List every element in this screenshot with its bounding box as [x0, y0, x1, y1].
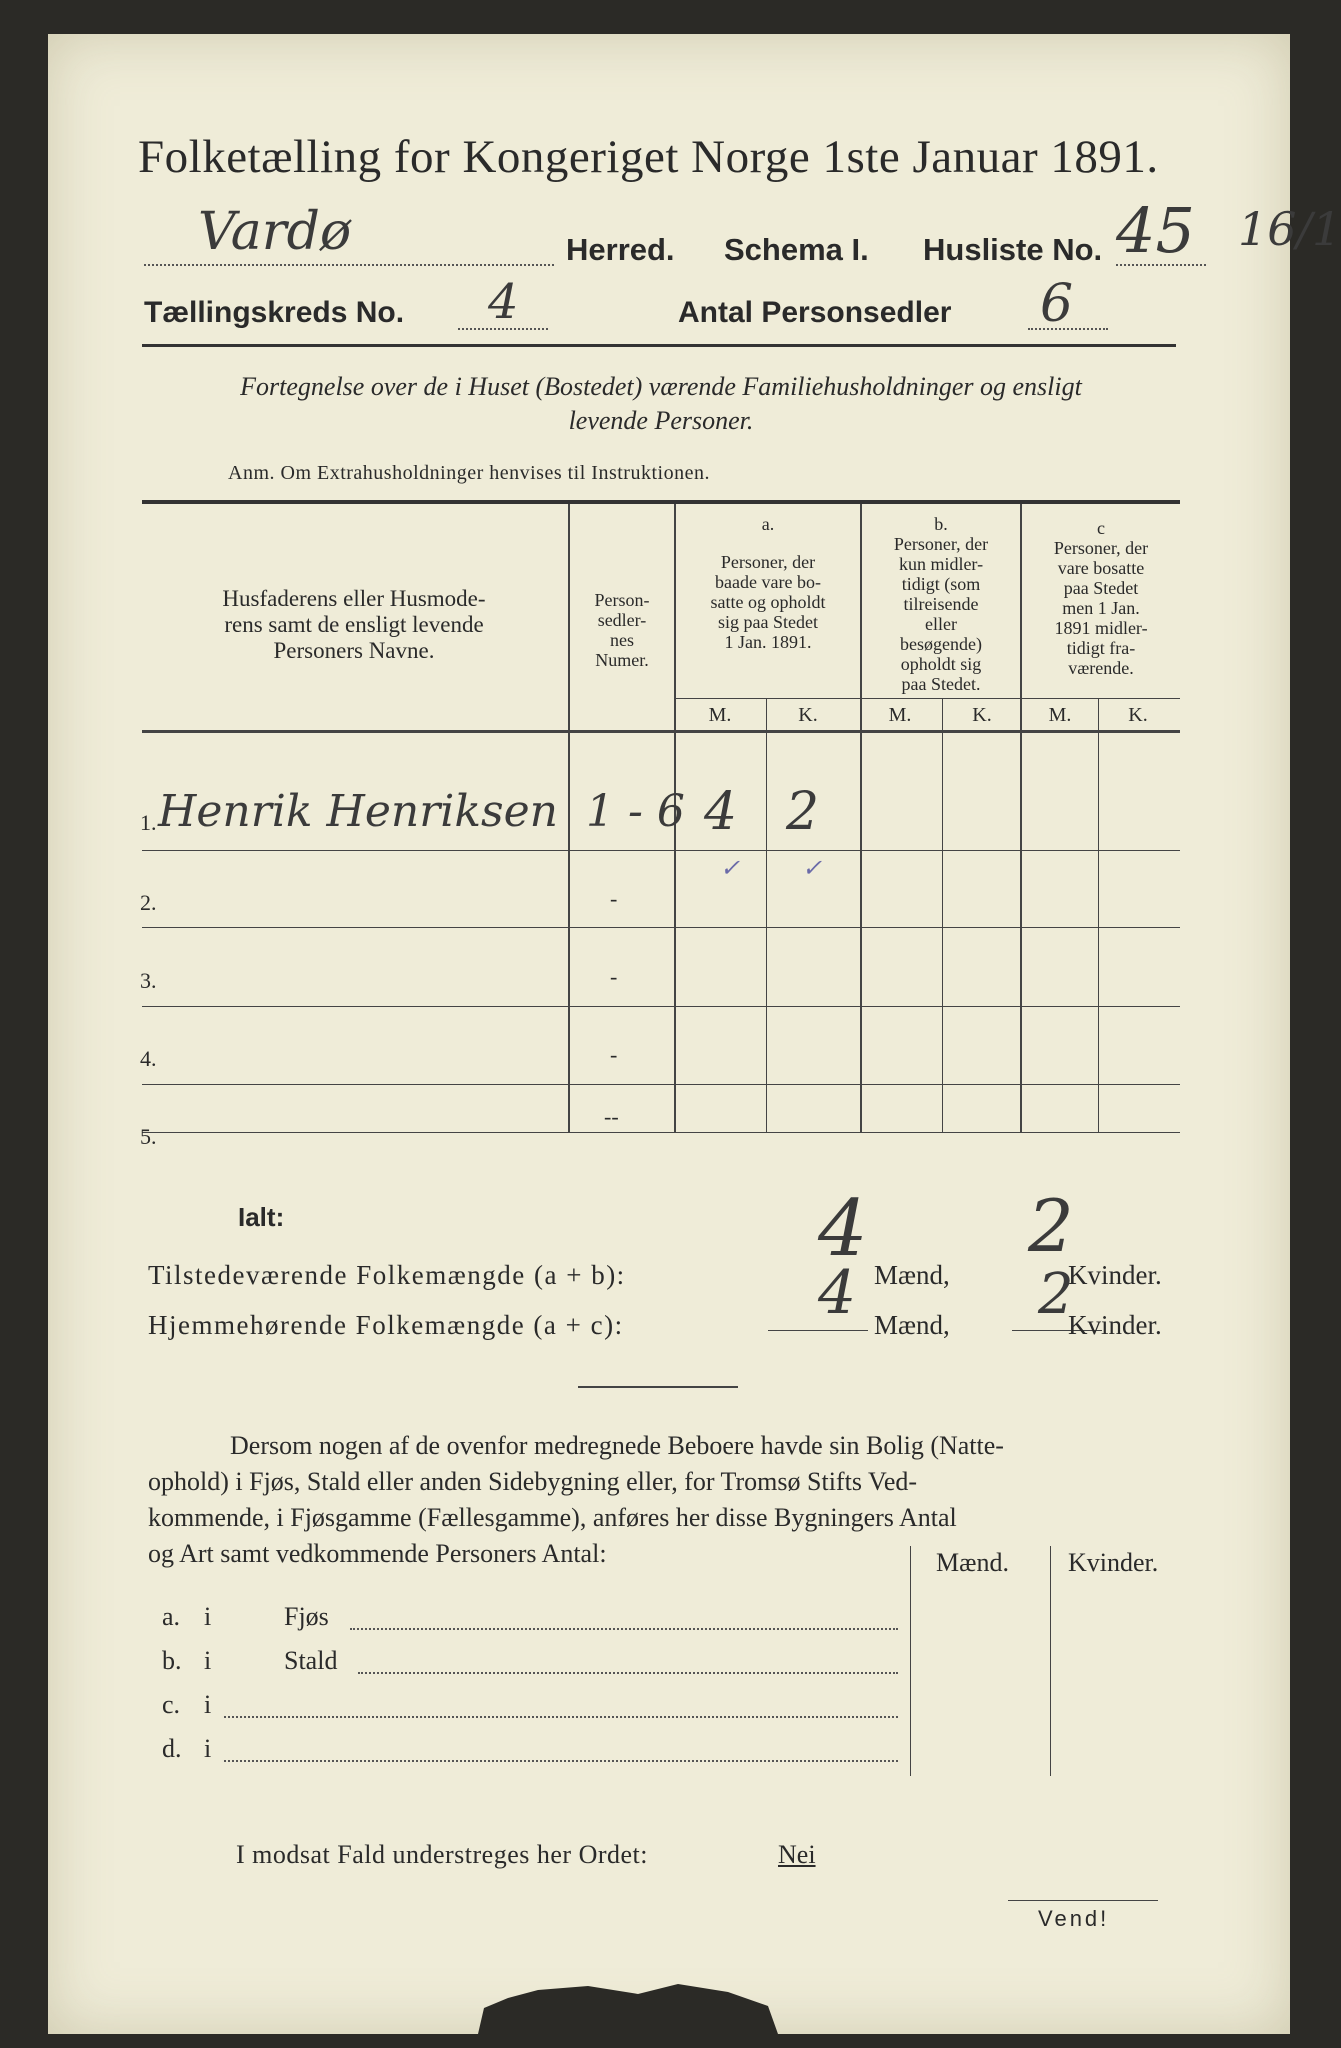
row-3-numer: - [610, 964, 618, 989]
bygning-a-prep: i [204, 1602, 212, 1631]
col-b-k: K. [972, 704, 992, 726]
vend-rule [1008, 1900, 1158, 1901]
row-4-line [142, 1084, 1180, 1085]
husliste-label: Husliste No. [923, 232, 1103, 267]
bygning-b-prep: i [204, 1646, 212, 1675]
row-1-check-k: ✓ [802, 854, 823, 882]
bygning-maend-header: Mænd. [936, 1548, 1009, 1577]
col-c-header: c Personer, der vare bosatte paa Stedet men 1 Jan. 1891 midler- tidigt fra- værende. [1053, 518, 1149, 678]
bygning-c-field [224, 1714, 898, 1718]
col-c-m: M. [1048, 704, 1072, 726]
hjemme-kvinder-label: Kvinder. [1068, 1310, 1162, 1340]
row-3-line [142, 1006, 1180, 1007]
col-c-k: K. [1128, 704, 1148, 726]
row-1-name: Henrik Henriksen [158, 786, 558, 837]
hjemme-label: Hjemmehørende Folkemængde (a + c): [148, 1310, 624, 1340]
bygning-b-letter: b. [162, 1646, 182, 1675]
intro-line-2: levende Personer. [568, 406, 754, 435]
col-numer-header: Person- sedler- nes Numer. [594, 590, 650, 670]
mk-subheader-rule [674, 698, 1180, 699]
bygning-b-field [358, 1670, 898, 1674]
tilstede-maend-value: 4 [818, 1184, 868, 1274]
bygning-kvinder-header: Kvinder. [1068, 1548, 1159, 1577]
bygning-paragraph: Dersom nogen af de ovenfor medregnede Beboere havde sin Bolig (Natte- ophold) i Fjøs, Stald eller anden Sidebygning eller, for Tromsø Stifts Ved- kommende, i Fjøsgamme (Fællesgamme), anføres her disse Bygningers Antal og Art samt vedkommende Personers Antal: [148, 1431, 1004, 1568]
row-2-line [142, 927, 1180, 928]
census-form [48, 34, 1341, 2034]
tilstede-kvinder-value: 2 [1028, 1184, 1074, 1268]
row-3-number: 3. [140, 968, 157, 993]
herred-value: Vardø [198, 202, 352, 262]
bygning-a-letter: a. [162, 1602, 181, 1631]
bygning-c-letter: c. [162, 1690, 181, 1719]
col-a-mk-divider [766, 698, 767, 1132]
col-a-m: M. [708, 704, 732, 726]
antal-label: Antal Personsedler [678, 296, 952, 329]
modsat-label: I modsat Fald understreges her Ordet: [236, 1840, 649, 1869]
hjemme-maend-line [768, 1330, 868, 1331]
form-title: Folketælling for Kongeriget Norge 1ste Januar 1891. [138, 131, 1159, 183]
bygning-b-label: Stald [284, 1646, 338, 1675]
row-1-check-m: ✓ [720, 854, 741, 882]
modsat-word: Nei [778, 1840, 816, 1869]
row-5-number: 5. [140, 1124, 157, 1149]
margin-note: 16/1 [1238, 202, 1341, 256]
hjemme-maend-value: 4 [818, 1258, 857, 1328]
col-b-header: b. Personer, der kun midler- tidigt (som tilreisende eller besøgende) opholdt sig paa Stedet. [893, 514, 989, 694]
hjemme-kvinder-value: 2 [1038, 1262, 1074, 1327]
tilstede-maend-label: Mænd, [874, 1260, 950, 1290]
totals-divider [578, 1386, 738, 1388]
taellingskreds-value: 4 [488, 274, 519, 330]
bygning-d-letter: d. [162, 1734, 182, 1763]
table-top-rule [142, 500, 1180, 504]
bygning-d-prep: i [204, 1734, 212, 1763]
hjemme-maend-label: Mænd, [874, 1310, 950, 1340]
row-2-numer: - [610, 886, 618, 911]
row-4-number: 4. [140, 1046, 157, 1071]
col-name-header: Husfaderens eller Husmode- rens samt de ensligt levende Personers Navne. [222, 586, 486, 663]
bygning-col-divider-2 [1050, 1546, 1051, 1776]
table-header-rule [142, 730, 1180, 733]
col-c-mk-divider [1098, 698, 1099, 1132]
schema-label: Schema I. [724, 232, 869, 267]
row-1-line [142, 850, 1180, 851]
header-rule [142, 344, 1176, 347]
bygning-col-divider-1 [910, 1546, 911, 1776]
bygning-c-prep: i [204, 1690, 212, 1719]
husliste-value: 45 [1116, 194, 1195, 267]
row-1-numer: 1 - 6 [586, 786, 685, 837]
antal-value: 6 [1040, 274, 1074, 334]
anm-note: Anm. Om Extrahusholdninger henvises til Instruktionen. [228, 462, 710, 484]
row-4-numer: - [610, 1042, 618, 1067]
row-1-a-k: 2 [786, 782, 820, 842]
col-a-k: K. [798, 704, 818, 726]
bygning-a-field [350, 1626, 898, 1630]
col-a-header: a. Personer, der baade vare bo- satte og opholdt sig paa Stedet 1 Jan. 1891. [710, 514, 826, 652]
ialt-label: Ialt: [238, 1202, 285, 1232]
tilstede-kvinder-label: Kvinder. [1068, 1260, 1162, 1290]
herred-label: Herred. [566, 232, 675, 267]
col-b-mk-divider [942, 698, 943, 1132]
col-b-m: M. [888, 704, 912, 726]
row-1-number: 1. [140, 810, 157, 835]
tilstede-label: Tilstedeværende Folkemængde (a + b): [148, 1260, 626, 1290]
intro-line-1: Fortegnelse over de i Huset (Bostedet) værende Familiehusholdninger og ensligt [240, 372, 1082, 401]
bygning-a-label: Fjøs [284, 1602, 329, 1631]
row-1-a-m: 4 [704, 782, 738, 842]
torn-edge [478, 1968, 778, 2034]
taellingskreds-label: Tællingskreds No. [144, 296, 405, 329]
row-5-numer: -- [604, 1104, 619, 1129]
row-2-number: 2. [140, 890, 157, 915]
table-bottom-rule [142, 1132, 1180, 1133]
bygning-d-field [224, 1758, 898, 1762]
vend-label: Vend! [1038, 1906, 1110, 1931]
